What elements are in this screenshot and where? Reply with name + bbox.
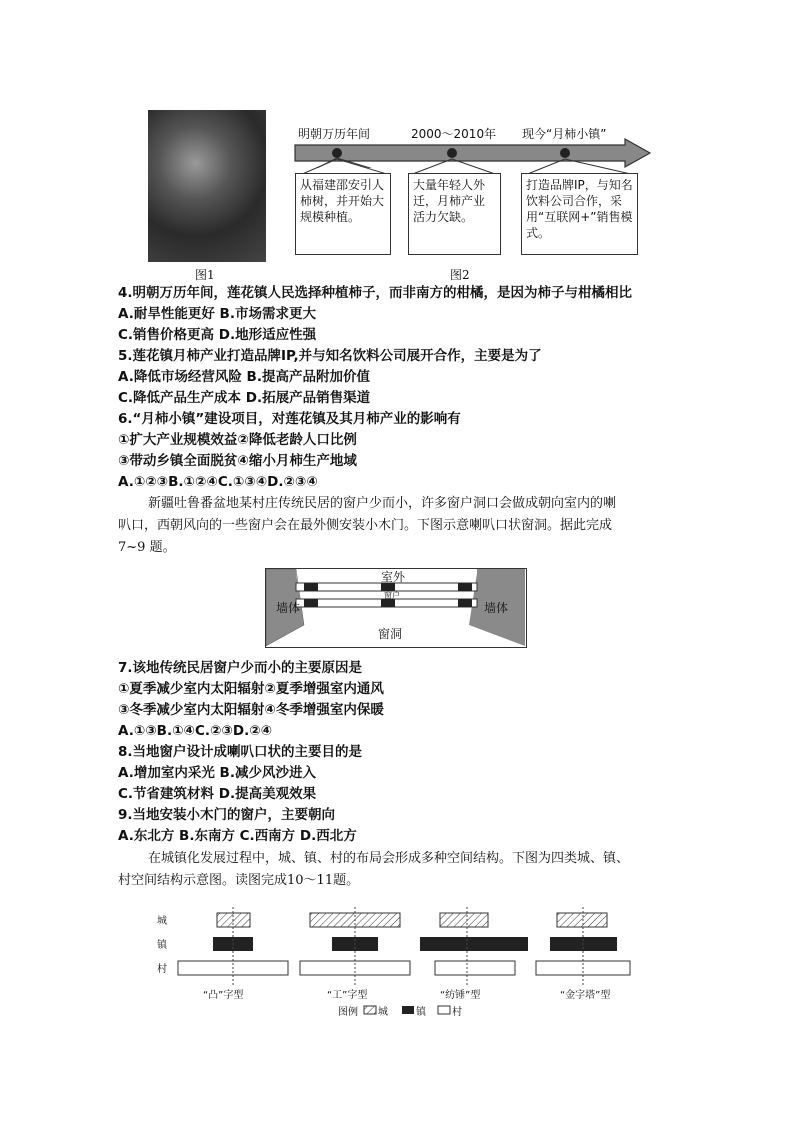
legend-village: 村 — [452, 1007, 462, 1018]
window-label-window: 窗户 — [384, 591, 400, 600]
persimmon-photo — [148, 110, 266, 262]
q8-stem: 8.当地窗户设计成喇叭口状的主要目的是 — [118, 744, 363, 760]
q6-items-12: ①扩大产业规模效益②降低老龄人口比例 — [118, 432, 357, 448]
q6-stem: 6.“月柿小镇”建设项目，对莲花镇及其月柿产业的影响有 — [118, 411, 461, 427]
timeline-box-2000: 大量年轻人外迁，月柿产业活力欠缺。 — [408, 173, 501, 255]
row-label-town: 镇 — [157, 940, 167, 951]
q5-stem: 5.莲花镇月柿产业打造品牌IP,并与知名饮料公司展开合作，主要是为了 — [118, 348, 542, 364]
intro2-line1: 在城镇化发展过程中，城、镇、村的布局会形成多种空间结构。下图为四类城、镇、 — [148, 851, 630, 866]
intro1-line2: 叭口，西朝风向的一些窗户会在最外侧安装小木门。下图示意喇叭口状窗洞。据此完成 — [118, 518, 613, 533]
timeline-box-ming: 从福建邵安引人柿树，并开始大规模种植。 — [295, 173, 391, 255]
q7-items-34: ③冬季减少室内太阳辐射④冬季增强室内保暖 — [118, 702, 384, 718]
row-label-city: 城 — [157, 916, 167, 927]
intro1-line3: 7~9 题。 — [118, 540, 176, 555]
q5-options-ab: A.降低市场经营风险 B.提高产品附加价值 — [118, 369, 370, 385]
q4-stem: 4.明朝万历年间，莲花镇人民选择种植柿子，而非南方的柑橘，是因为柿子与柑橘相比 — [118, 285, 633, 301]
window-label-wall-left: 墙体 — [276, 601, 301, 615]
q6-choices: A.①②③B.①②④C.①③④D.②③④ — [118, 474, 318, 490]
type-label-jinzita: “金字塔”型 — [560, 990, 611, 1001]
q4-options-cd: C.销售价格更高 D.地形适应性强 — [118, 327, 317, 343]
window-label-opening: 窗洞 — [378, 627, 403, 641]
structure-diagram — [150, 905, 650, 1020]
q7-stem: 7.该地传统民居窗户少而小的主要原因是 — [118, 660, 363, 676]
legend-town: 镇 — [416, 1007, 426, 1018]
type-label-fangchui: “纺锤”型 — [440, 990, 481, 1001]
q9-options: A.东北方 B.东南方 C.西南方 D.西北方 — [118, 828, 357, 844]
q6-items-34: ③带动乡镇全面脱贫④缩小月柿生产地域 — [118, 453, 357, 469]
q5-options-cd: C.降低产品生产成本 D.拓展产品销售渠道 — [118, 390, 371, 406]
intro1-line1: 新疆吐鲁番盆地某村庄传统民居的窗户少而小，许多窗户洞口会做成朝向室内的喇 — [148, 496, 617, 511]
q8-options-cd: C.节省建筑材料 D.提高美观效果 — [118, 786, 317, 802]
fig2-caption: 图2 — [450, 268, 470, 282]
window-label-outside: 室外 — [381, 570, 406, 584]
window-diagram — [265, 568, 527, 648]
fig1-caption: 图1 — [195, 268, 215, 282]
q8-options-ab: A.增加室内采光 B.减少风沙进入 — [118, 765, 316, 781]
timeline-label-ming: 明朝万历年间 — [298, 127, 371, 141]
q9-stem: 9.当地安装小木门的窗户，主要朝向 — [118, 807, 336, 823]
intro2-line2: 村空间结构示意图。读图完成10～11题。 — [118, 873, 360, 888]
timeline-label-2000: 2000～2010年 — [411, 127, 497, 141]
timeline-box-now: 打造品牌IP，与知名饮料公司合作，采用“互联网+”销售模式。 — [521, 173, 638, 255]
type-label-tu: “凸”字型 — [203, 990, 244, 1001]
timeline-label-now: 现今“月柿小镇” — [522, 127, 607, 141]
legend-prefix: 图例 — [338, 1007, 358, 1018]
legend-city: 城 — [378, 1007, 388, 1018]
q7-choices: A.①③B.①④C.②③D.②④ — [118, 723, 273, 739]
row-label-village: 村 — [157, 964, 167, 975]
window-label-wall-right: 墙体 — [484, 601, 509, 615]
type-label-gong: “工”字型 — [327, 990, 368, 1001]
q7-items-12: ①夏季减少室内太阳辐射②夏季增强室内通风 — [118, 681, 384, 697]
q4-options-ab: A.耐旱性能更好 B.市场需求更大 — [118, 306, 316, 322]
